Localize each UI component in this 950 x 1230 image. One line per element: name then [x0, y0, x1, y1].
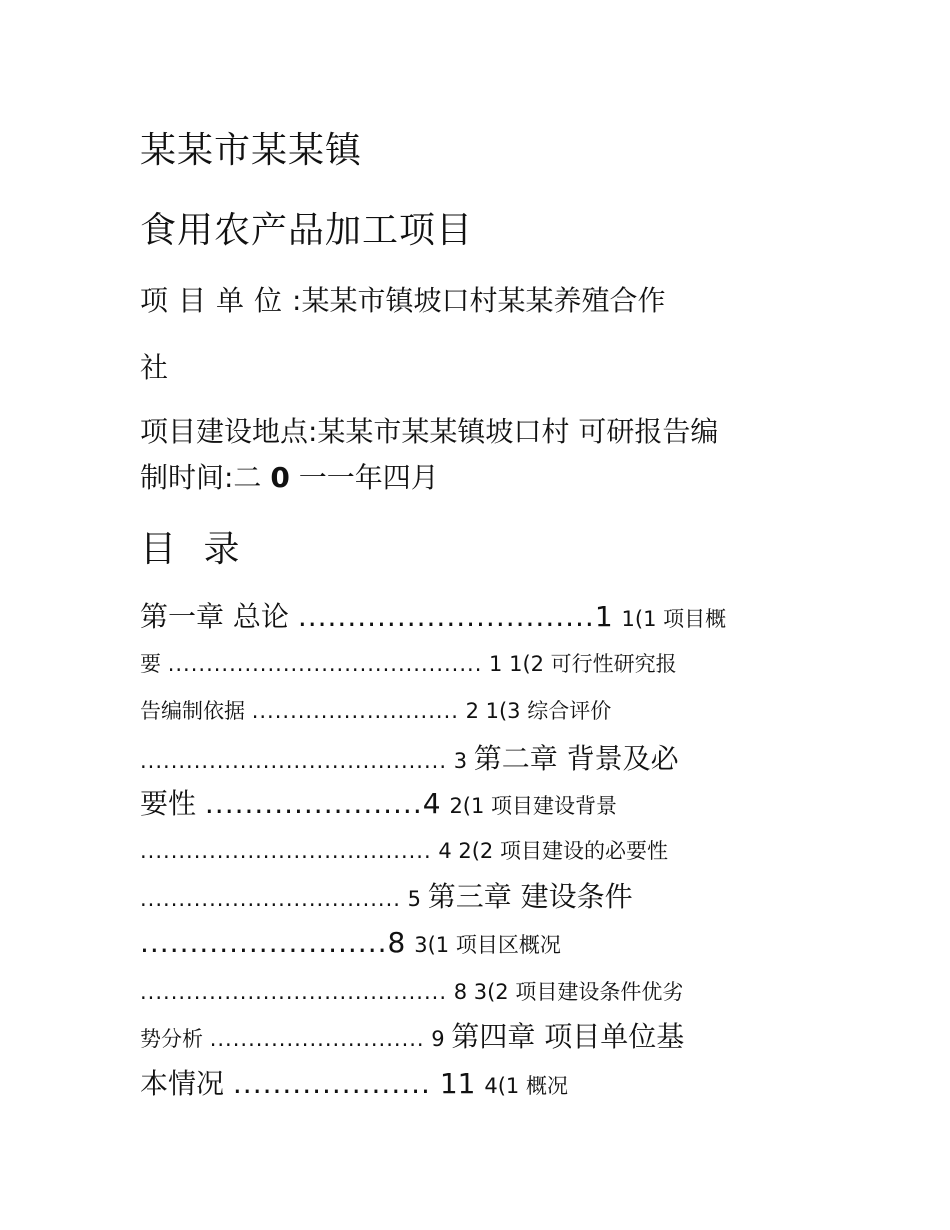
toc-text: 4(1 概况: [484, 1074, 568, 1098]
toc-line: [140, 701, 611, 722]
toc-text: 3(1 项目区概况: [414, 933, 561, 957]
toc-text: 9: [424, 1027, 452, 1051]
toc-text: 要性: [140, 787, 205, 820]
toc-leader-dots: ..............................: [297, 600, 595, 633]
toc-text: 1(1 项目概: [621, 607, 727, 631]
toc-text: 势分析: [140, 1027, 210, 1051]
toc-text: 要: [140, 652, 168, 676]
project-unit-label: 项目单位: [140, 284, 293, 317]
toc-text: 第三章 建设条件: [427, 880, 633, 913]
toc-text: 8 3(2 项目建设条件优劣: [447, 980, 684, 1004]
toc-text: 第一章 总论: [140, 600, 298, 633]
toc-leader-dots: .........................................: [167, 652, 483, 676]
project-unit-value-cont: 社: [140, 351, 169, 384]
toc-text: 4 2(2 项目建设的必要性: [431, 839, 668, 863]
toc-text: 告编制依据: [140, 699, 252, 723]
cover-title-line2: 食用农产品加工项目: [140, 210, 474, 251]
toc-line: [140, 600, 727, 633]
toc-text: 11: [430, 1067, 485, 1100]
toc-text: 第二章 背景及必: [473, 742, 679, 775]
toc-line: [140, 841, 668, 862]
toc-line: [140, 1067, 568, 1100]
toc-leader-dots: ....................: [232, 1067, 431, 1100]
report-date-suffix: 一一年四月: [289, 461, 439, 494]
toc-text: 第四章 项目单位基: [451, 1020, 685, 1053]
toc-leader-dots: ..................................: [140, 887, 401, 911]
toc-text: 2 1(3 综合评价: [458, 699, 612, 723]
report-date-line: [140, 461, 439, 494]
toc-line: [140, 982, 683, 1003]
toc-leader-dots: ............................: [209, 1027, 425, 1051]
toc-line: [140, 926, 561, 959]
toc-text: 2(1 项目建设背景: [449, 794, 618, 818]
project-unit-value: :某某市镇坡口村某某养殖合作: [292, 284, 666, 317]
toc-line: [140, 787, 618, 820]
cover-title-line1: 某某市某某镇: [140, 130, 363, 171]
toc-line: [140, 1020, 685, 1053]
toc-line: [140, 742, 679, 775]
toc-heading: 目 录: [140, 529, 248, 570]
report-date-zero: 0: [270, 461, 290, 494]
toc-text: 1: [594, 600, 622, 633]
toc-leader-dots: ........................................: [140, 749, 448, 773]
project-unit-line: [140, 284, 666, 317]
project-location-line: 项目建设地点:某某市某某镇坡口村 可研报告编: [140, 415, 719, 448]
toc-text: 4: [422, 787, 450, 820]
toc-leader-dots: ........................................: [140, 980, 448, 1004]
toc-text: 8: [387, 926, 415, 959]
toc-text: 5: [400, 887, 428, 911]
toc-text: 1 1(2 可行性研究报: [482, 652, 677, 676]
toc-leader-dots: ...........................: [251, 699, 459, 723]
toc-leader-dots: ......................................: [140, 839, 432, 863]
toc-text: 本情况: [140, 1067, 233, 1100]
toc-line: [140, 654, 677, 675]
toc-leader-dots: .........................: [140, 926, 388, 959]
toc-text: 3: [447, 749, 474, 773]
toc-line: [140, 880, 633, 913]
report-date-prefix: 制时间:二: [140, 461, 271, 494]
toc-leader-dots: ......................: [204, 787, 423, 820]
